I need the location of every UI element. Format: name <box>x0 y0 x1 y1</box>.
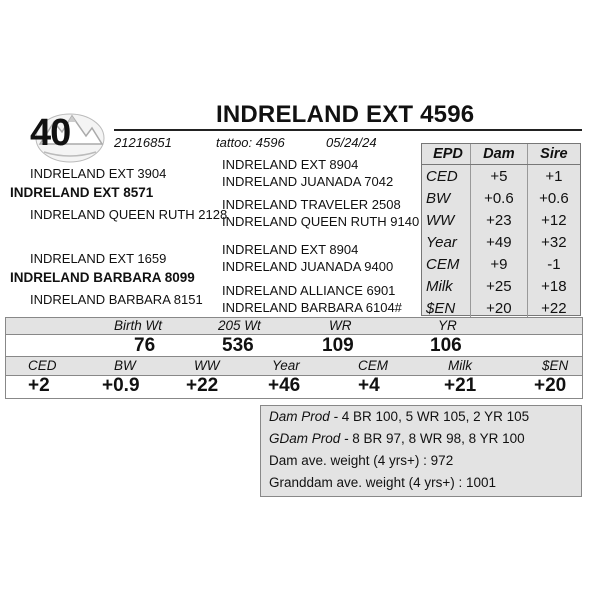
sire-dam-sire: INDRELAND TRAVELER 2508 <box>222 197 401 212</box>
epd-row <box>422 275 580 297</box>
birth-date: 05/24/24 <box>326 135 377 150</box>
sire-sire: INDRELAND EXT 3904 <box>30 166 167 181</box>
sire-sire-dam: INDRELAND JUANADA 7042 <box>222 174 394 189</box>
epd-header-sire: Sire <box>527 144 580 165</box>
lot-number: 40 <box>30 112 71 154</box>
epd-header-dam: Dam <box>471 144 528 165</box>
calf-epd-value-en: +20 <box>534 375 567 396</box>
epd-row <box>422 165 580 188</box>
birth-weight-value: 76 <box>134 335 156 356</box>
epd-row <box>422 231 580 253</box>
weaning-ratio-value: 109 <box>322 335 354 356</box>
epd-label: $EN <box>422 297 471 319</box>
dam-sire: INDRELAND EXT 1659 <box>30 251 167 266</box>
epd-row <box>422 209 580 231</box>
epd-row <box>422 253 580 275</box>
dam-sire-dam: INDRELAND JUANADA 9400 <box>222 259 394 274</box>
epd-label: BW <box>422 187 471 209</box>
dam-production-line <box>269 409 529 424</box>
epd-dam-value: +23 <box>471 209 528 231</box>
calf-epd-label-bw: BW <box>114 358 136 373</box>
granddam-production-label: GDam Prod - <box>269 431 349 446</box>
granddam-average-weight: Granddam ave. weight (4 yrs+) : 1001 <box>269 475 496 490</box>
epd-sire-value: +12 <box>541 211 567 229</box>
epd-dam-value: +49 <box>471 231 528 253</box>
epd-sire-value: +32 <box>541 233 567 251</box>
epd-dam-value: +5 <box>471 165 528 188</box>
epd-sire-value: -1 <box>547 255 561 273</box>
epd-label: CEM <box>422 253 471 275</box>
dam-production-value: 4 BR 100, 5 WR 105, 2 YR 105 <box>338 409 530 424</box>
epd-label: CED <box>422 165 471 188</box>
yearling-ratio-value: 106 <box>430 335 462 356</box>
dam-dam-sire: INDRELAND ALLIANCE 6901 <box>222 283 396 298</box>
calf-epd-value-cem: +4 <box>358 375 380 396</box>
dam-dam: INDRELAND BARBARA 8151 <box>30 292 203 307</box>
epd-dam-value: +25 <box>471 275 528 297</box>
weaning-weight-label: 205 Wt <box>218 318 261 333</box>
performance-box <box>5 317 583 399</box>
animal-name: INDRELAND EXT 4596 <box>216 101 475 128</box>
weaning-weight-value: 536 <box>222 335 254 356</box>
epd-dam-value: +9 <box>471 253 528 275</box>
calf-epd-label-cem: CEM <box>358 358 388 373</box>
epd-label: WW <box>422 209 471 231</box>
epd-table <box>421 143 581 316</box>
calf-epd-value-year: +46 <box>268 375 301 396</box>
epd-label: Year <box>422 231 471 253</box>
sire-dam: INDRELAND QUEEN RUTH 2128 <box>30 207 228 222</box>
granddam-production-value: 8 BR 97, 8 WR 98, 8 YR 100 <box>348 431 525 446</box>
birth-weight-label: Birth Wt <box>114 318 163 333</box>
dam-sire-sire: INDRELAND EXT 8904 <box>222 242 359 257</box>
calf-epd-value-ced: +2 <box>28 375 50 396</box>
tattoo: tattoo: 4596 <box>216 135 285 150</box>
epd-header-row <box>422 144 580 165</box>
dam-dam-dam: INDRELAND BARBARA 6104# <box>222 300 402 315</box>
performance-label-band <box>6 318 582 335</box>
granddam-production-line <box>269 431 525 446</box>
epd-dam-value: +20 <box>471 297 528 319</box>
epd-row <box>422 297 580 319</box>
calf-epd-label-year: Year <box>272 358 300 373</box>
calf-epd-value-ww: +22 <box>186 375 219 396</box>
yearling-ratio-label: YR <box>438 318 457 333</box>
epd-row <box>422 187 580 209</box>
epd-sire-value: +18 <box>541 277 567 295</box>
epd-sire-value: +1 <box>545 167 563 185</box>
sire: INDRELAND EXT 8571 <box>10 185 154 200</box>
epd-dam-value: +0.6 <box>471 187 528 209</box>
calf-epd-value-milk: +21 <box>444 375 477 396</box>
dam-production-label: Dam Prod - <box>269 409 339 424</box>
calf-epd-label-ced: CED <box>28 358 57 373</box>
calf-epd-label-en: $EN <box>542 358 569 373</box>
epd-sire-value: +0.6 <box>539 189 569 207</box>
dam: INDRELAND BARBARA 8099 <box>10 270 195 285</box>
title-divider <box>114 129 582 131</box>
registration-number: 21216851 <box>114 135 172 150</box>
epd-header-label: EPD <box>422 144 471 165</box>
calf-epd-label-ww: WW <box>194 358 220 373</box>
weaning-ratio-label: WR <box>329 318 352 333</box>
production-box <box>260 405 582 497</box>
calf-epd-label-milk: Milk <box>448 358 472 373</box>
sire-dam-dam: INDRELAND QUEEN RUTH 9140 <box>222 214 420 229</box>
dam-average-weight: Dam ave. weight (4 yrs+) : 972 <box>269 453 454 468</box>
epd-label: Milk <box>422 275 471 297</box>
sire-sire-sire: INDRELAND EXT 8904 <box>222 157 359 172</box>
calf-epd-value-bw: +0.9 <box>102 375 140 396</box>
epd-sire-value: +22 <box>541 299 567 317</box>
